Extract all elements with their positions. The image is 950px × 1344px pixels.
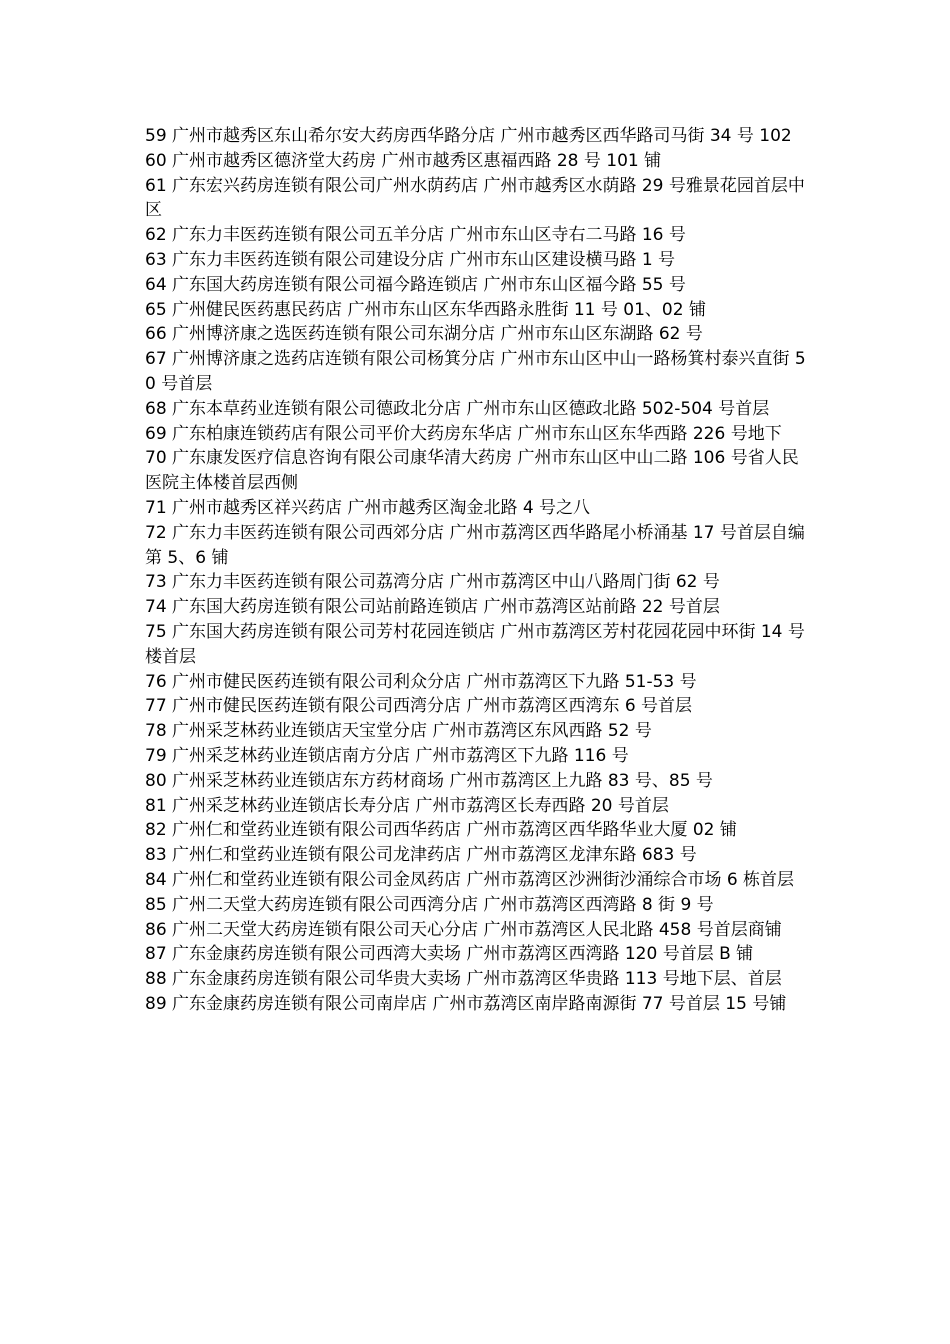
store-entry: 71 广州市越秀区祥兴药店 广州市越秀区淘金北路 4 号之八 (145, 497, 591, 518)
store-entry: 68 广东本草药业连锁有限公司德政北分店 广州市东山区德政北路 502-504 号首层 (145, 398, 770, 419)
store-entry: 61 广东宏兴药房连锁有限公司广州水荫药店 广州市越秀区水荫路 29 号雅景花园首层中区 (145, 175, 805, 221)
store-entry: 78 广州采芝林药业连锁店天宝堂分店 广州市荔湾区东风西路 52 号 (145, 721, 652, 742)
store-entry: 62 广东力丰医药连锁有限公司五羊分店 广州市东山区寺右二马路 16 号 (145, 225, 686, 246)
store-entry: 77 广州市健民医药连锁有限公司西湾分店 广州市荔湾区西湾东 6 号首层 (145, 696, 693, 717)
store-entry: 88 广东金康药房连锁有限公司华贵大卖场 广州市荔湾区华贵路 113 号地下层、首层 (145, 969, 782, 990)
store-entry: 87 广东金康药房连锁有限公司西湾大卖场 广州市荔湾区西湾路 120 号首层 B 铺 (145, 944, 754, 965)
store-entry: 79 广州采芝林药业连锁店南方分店 广州市荔湾区下九路 116 号 (145, 745, 629, 766)
store-entry: 89 广东金康药房连锁有限公司南岸店 广州市荔湾区南岸路南源街 77 号首层 15 号铺 (145, 993, 787, 1014)
store-entry: 63 广东力丰医药连锁有限公司建设分店 广州市东山区建设横马路 1 号 (145, 249, 676, 270)
store-entry: 69 广东柏康连锁药店有限公司平价大药房东华店 广州市东山区东华西路 226 号地下 (145, 423, 782, 444)
store-entry: 83 广州仁和堂药业连锁有限公司龙津药店 广州市荔湾区龙津东路 683 号 (145, 845, 697, 866)
store-entry: 81 广州采芝林药业连锁店长寿分店 广州市荔湾区长寿西路 20 号首层 (145, 795, 669, 816)
store-entry: 85 广州二天堂大药房连锁有限公司西湾分店 广州市荔湾区西湾路 8 街 9 号 (145, 894, 714, 915)
document-body (145, 124, 810, 1017)
store-entry: 76 广州市健民医药连锁有限公司利众分店 广州市荔湾区下九路 51-53 号 (145, 671, 697, 692)
store-entry: 75 广东国大药房连锁有限公司芳村花园连锁店 广州市荔湾区芳村花园花园中环街 14 号楼首层 (145, 621, 805, 667)
store-entry: 60 广州市越秀区德济堂大药房 广州市越秀区惠福西路 28 号 101 铺 (145, 150, 662, 171)
store-entry: 74 广东国大药房连锁有限公司站前路连锁店 广州市荔湾区站前路 22 号首层 (145, 597, 720, 618)
store-entry: 67 广州博济康之选药店连锁有限公司杨箕分店 广州市东山区中山一路杨箕村泰兴直街 50 号首层 (145, 349, 806, 394)
store-entry: 64 广东国大药房连锁有限公司福今路连锁店 广州市东山区福今路 55 号 (145, 274, 686, 295)
store-entry: 66 广州博济康之选医药连锁有限公司东湖分店 广州市东山区东湖路 62 号 (145, 324, 703, 345)
store-entry: 86 广州二天堂大药房连锁有限公司天心分店 广州市荔湾区人民北路 458 号首层商铺 (145, 919, 782, 940)
store-entry: 73 广东力丰医药连锁有限公司荔湾分店 广州市荔湾区中山八路周门街 62 号 (145, 572, 720, 593)
store-entry: 80 广州采芝林药业连锁店东方药材商场 广州市荔湾区上九路 83 号、85 号 (145, 770, 713, 791)
store-entry: 70 广东康发医疗信息咨询有限公司康华清大药房 广州市东山区中山二路 106 号省人民医院主体楼首层西侧 (145, 448, 799, 494)
store-entry: 59 广州市越秀区东山希尔安大药房西华路分店 广州市越秀区西华路司马街 34 号 102 (145, 126, 792, 146)
store-entry: 65 广州健民医药惠民药店 广州市东山区东华西路永胜街 11 号 01、02 铺 (145, 299, 706, 320)
store-entry: 72 广东力丰医药连锁有限公司西郊分店 广州市荔湾区西华路尾小桥涌基 17 号首层自编第 5、6 铺 (145, 522, 805, 568)
store-entry: 82 广州仁和堂药业连锁有限公司西华药店 广州市荔湾区西华路华业大厦 02 铺 (145, 820, 737, 841)
store-entry: 84 广州仁和堂药业连锁有限公司金凤药店 广州市荔湾区沙洲街沙涌综合市场 6 栋首层 (145, 869, 795, 890)
